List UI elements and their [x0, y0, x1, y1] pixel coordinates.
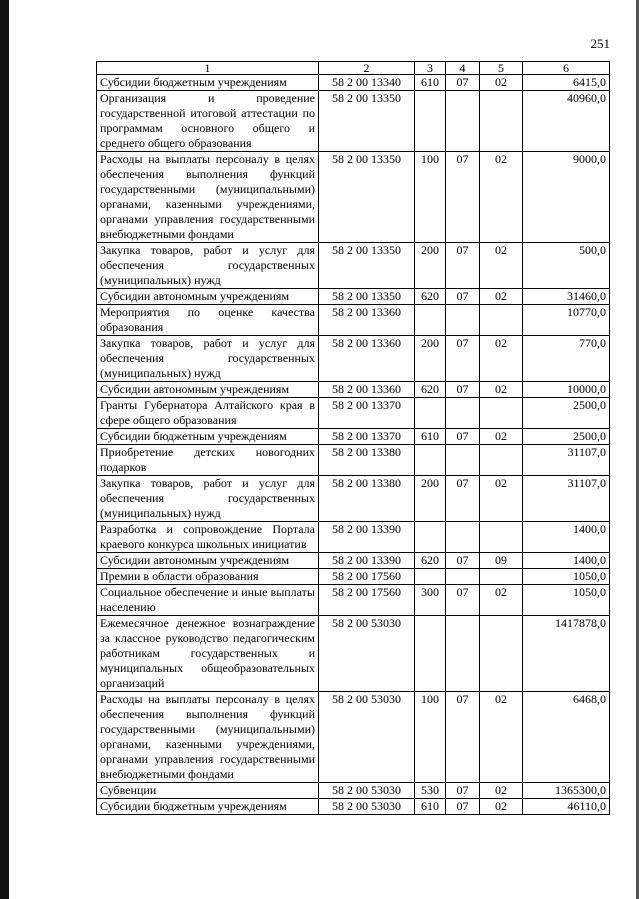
- subsection-cell: 02: [480, 692, 523, 783]
- target-code-cell: 58 2 00 13370: [319, 398, 415, 429]
- table-row: [97, 799, 610, 815]
- subsection-cell: [480, 398, 523, 429]
- item-name-cell: Расходы на выплаты персоналу в целях обеспечения выполнения функций государственными (муниципальными) органами, казенными учреждениями, органами управления государственными внебюджетными фондами: [97, 152, 319, 243]
- item-name-cell: Гранты Губернатора Алтайского края в сфере общего образования: [97, 398, 319, 429]
- section-cell: 07: [446, 476, 480, 522]
- amount-cell: 1365300,0: [523, 783, 610, 799]
- amount-cell: 1050,0: [523, 585, 610, 616]
- item-name-cell: Закупка товаров, работ и услуг для обеспечения государственных (муниципальных) нужд: [97, 336, 319, 382]
- amount-cell: 10000,0: [523, 382, 610, 398]
- target-code-cell: 58 2 00 17560: [319, 585, 415, 616]
- subsection-cell: [480, 305, 523, 336]
- subsection-cell: 02: [480, 336, 523, 382]
- section-cell: 07: [446, 799, 480, 815]
- subsection-cell: 02: [480, 382, 523, 398]
- amount-cell: 31460,0: [523, 289, 610, 305]
- section-cell: 07: [446, 152, 480, 243]
- target-code-cell: 58 2 00 13390: [319, 553, 415, 569]
- subsection-cell: [480, 522, 523, 553]
- target-code-cell: 58 2 00 13360: [319, 336, 415, 382]
- section-cell: [446, 445, 480, 476]
- section-cell: [446, 305, 480, 336]
- expense-type-cell: 620: [415, 289, 446, 305]
- expense-type-cell: 610: [415, 75, 446, 91]
- section-cell: 07: [446, 692, 480, 783]
- table-row: [97, 783, 610, 799]
- table-row: [97, 336, 610, 382]
- target-code-cell: 58 2 00 13360: [319, 382, 415, 398]
- header-cell: 4: [446, 62, 480, 75]
- target-code-cell: 58 2 00 13380: [319, 445, 415, 476]
- amount-cell: 46110,0: [523, 799, 610, 815]
- amount-cell: 40960,0: [523, 91, 610, 152]
- target-code-cell: 58 2 00 17560: [319, 569, 415, 585]
- target-code-cell: 58 2 00 13380: [319, 476, 415, 522]
- expense-type-cell: 200: [415, 476, 446, 522]
- target-code-cell: 58 2 00 13350: [319, 289, 415, 305]
- expense-type-cell: 100: [415, 152, 446, 243]
- expense-type-cell: [415, 91, 446, 152]
- table-row: [97, 243, 610, 289]
- table-row: [97, 476, 610, 522]
- table-row: [97, 91, 610, 152]
- expense-type-cell: [415, 569, 446, 585]
- expense-type-cell: 200: [415, 336, 446, 382]
- section-cell: 07: [446, 783, 480, 799]
- item-name-cell: Разработка и сопровождение Портала краевого конкурса школьных инициатив: [97, 522, 319, 553]
- expense-type-cell: 100: [415, 692, 446, 783]
- expense-type-cell: 300: [415, 585, 446, 616]
- header-cell: 5: [480, 62, 523, 75]
- item-name-cell: Закупка товаров, работ и услуг для обеспечения государственных (муниципальных) нужд: [97, 243, 319, 289]
- expense-type-cell: 200: [415, 243, 446, 289]
- table-header-row: [97, 62, 610, 75]
- subsection-cell: 02: [480, 799, 523, 815]
- item-name-cell: Субвенции: [97, 783, 319, 799]
- expense-type-cell: 610: [415, 429, 446, 445]
- item-name-cell: Премии в области образования: [97, 569, 319, 585]
- amount-cell: 6415,0: [523, 75, 610, 91]
- expense-type-cell: [415, 445, 446, 476]
- budget-table: [96, 61, 610, 815]
- item-name-cell: Субсидии автономным учреждениям: [97, 553, 319, 569]
- header-cell: 2: [319, 62, 415, 75]
- table-row: [97, 289, 610, 305]
- amount-cell: 2500,0: [523, 398, 610, 429]
- table-row: [97, 305, 610, 336]
- subsection-cell: 09: [480, 553, 523, 569]
- item-name-cell: Закупка товаров, работ и услуг для обеспечения государственных (муниципальных) нужд: [97, 476, 319, 522]
- amount-cell: 1417878,0: [523, 616, 610, 692]
- subsection-cell: 02: [480, 585, 523, 616]
- item-name-cell: Мероприятия по оценке качества образования: [97, 305, 319, 336]
- expense-type-cell: 610: [415, 799, 446, 815]
- subsection-cell: [480, 91, 523, 152]
- amount-cell: 2500,0: [523, 429, 610, 445]
- page-number: 251: [590, 36, 610, 51]
- section-cell: 07: [446, 336, 480, 382]
- expense-type-cell: 530: [415, 783, 446, 799]
- section-cell: [446, 522, 480, 553]
- table-row: [97, 75, 610, 91]
- target-code-cell: 58 2 00 53030: [319, 799, 415, 815]
- header-cell: 1: [97, 62, 319, 75]
- table-row: [97, 692, 610, 783]
- subsection-cell: [480, 569, 523, 585]
- subsection-cell: 02: [480, 783, 523, 799]
- table-row: [97, 616, 610, 692]
- scan-left-edge: [0, 0, 9, 899]
- subsection-cell: 02: [480, 289, 523, 305]
- amount-cell: 6468,0: [523, 692, 610, 783]
- item-name-cell: Субсидии бюджетным учреждениям: [97, 75, 319, 91]
- expense-type-cell: [415, 398, 446, 429]
- expense-type-cell: [415, 522, 446, 553]
- table-row: [97, 382, 610, 398]
- expense-type-cell: 620: [415, 553, 446, 569]
- item-name-cell: Организация и проведение государственной итоговой аттестации по программам основного общего и среднего общего образования: [97, 91, 319, 152]
- amount-cell: 770,0: [523, 336, 610, 382]
- item-name-cell: Субсидии автономным учреждениям: [97, 382, 319, 398]
- section-cell: 07: [446, 243, 480, 289]
- amount-cell: 1400,0: [523, 553, 610, 569]
- item-name-cell: Расходы на выплаты персоналу в целях обеспечения выполнения функций государственными (муниципальными) органами, казенными учреждениями, органами управления государственными внебюджетными фондами: [97, 692, 319, 783]
- amount-cell: 31107,0: [523, 476, 610, 522]
- table-row: [97, 445, 610, 476]
- header-cell: 3: [415, 62, 446, 75]
- amount-cell: 500,0: [523, 243, 610, 289]
- section-cell: [446, 398, 480, 429]
- subsection-cell: [480, 616, 523, 692]
- header-cell: 6: [523, 62, 610, 75]
- item-name-cell: Субсидии автономным учреждениям: [97, 289, 319, 305]
- table-row: [97, 585, 610, 616]
- budget-table-body: [97, 62, 610, 815]
- target-code-cell: 58 2 00 13390: [319, 522, 415, 553]
- section-cell: [446, 91, 480, 152]
- expense-type-cell: [415, 616, 446, 692]
- section-cell: [446, 616, 480, 692]
- amount-cell: 1050,0: [523, 569, 610, 585]
- table-row: [97, 569, 610, 585]
- subsection-cell: 02: [480, 476, 523, 522]
- section-cell: 07: [446, 75, 480, 91]
- target-code-cell: 58 2 00 13350: [319, 152, 415, 243]
- table-row: [97, 152, 610, 243]
- item-name-cell: Приобретение детских новогодних подарков: [97, 445, 319, 476]
- target-code-cell: 58 2 00 13350: [319, 243, 415, 289]
- target-code-cell: 58 2 00 53030: [319, 692, 415, 783]
- subsection-cell: 02: [480, 429, 523, 445]
- item-name-cell: Субсидии бюджетным учреждениям: [97, 429, 319, 445]
- target-code-cell: 58 2 00 13340: [319, 75, 415, 91]
- section-cell: 07: [446, 585, 480, 616]
- target-code-cell: 58 2 00 13370: [319, 429, 415, 445]
- amount-cell: 1400,0: [523, 522, 610, 553]
- table-row: [97, 398, 610, 429]
- subsection-cell: [480, 445, 523, 476]
- section-cell: 07: [446, 289, 480, 305]
- subsection-cell: 02: [480, 243, 523, 289]
- expense-type-cell: 620: [415, 382, 446, 398]
- amount-cell: 9000,0: [523, 152, 610, 243]
- table-row: [97, 553, 610, 569]
- target-code-cell: 58 2 00 53030: [319, 616, 415, 692]
- section-cell: 07: [446, 382, 480, 398]
- target-code-cell: 58 2 00 13360: [319, 305, 415, 336]
- subsection-cell: 02: [480, 75, 523, 91]
- subsection-cell: 02: [480, 152, 523, 243]
- amount-cell: 10770,0: [523, 305, 610, 336]
- section-cell: [446, 569, 480, 585]
- table-row: [97, 522, 610, 553]
- amount-cell: 31107,0: [523, 445, 610, 476]
- expense-type-cell: [415, 305, 446, 336]
- section-cell: 07: [446, 429, 480, 445]
- item-name-cell: Субсидии бюджетным учреждениям: [97, 799, 319, 815]
- section-cell: 07: [446, 553, 480, 569]
- item-name-cell: Социальное обеспечение и иные выплаты населению: [97, 585, 319, 616]
- item-name-cell: Ежемесячное денежное вознаграждение за классное руководство педагогическим работникам государственных и муниципальных общеобразовательных организаций: [97, 616, 319, 692]
- target-code-cell: 58 2 00 13350: [319, 91, 415, 152]
- target-code-cell: 58 2 00 53030: [319, 783, 415, 799]
- table-row: [97, 429, 610, 445]
